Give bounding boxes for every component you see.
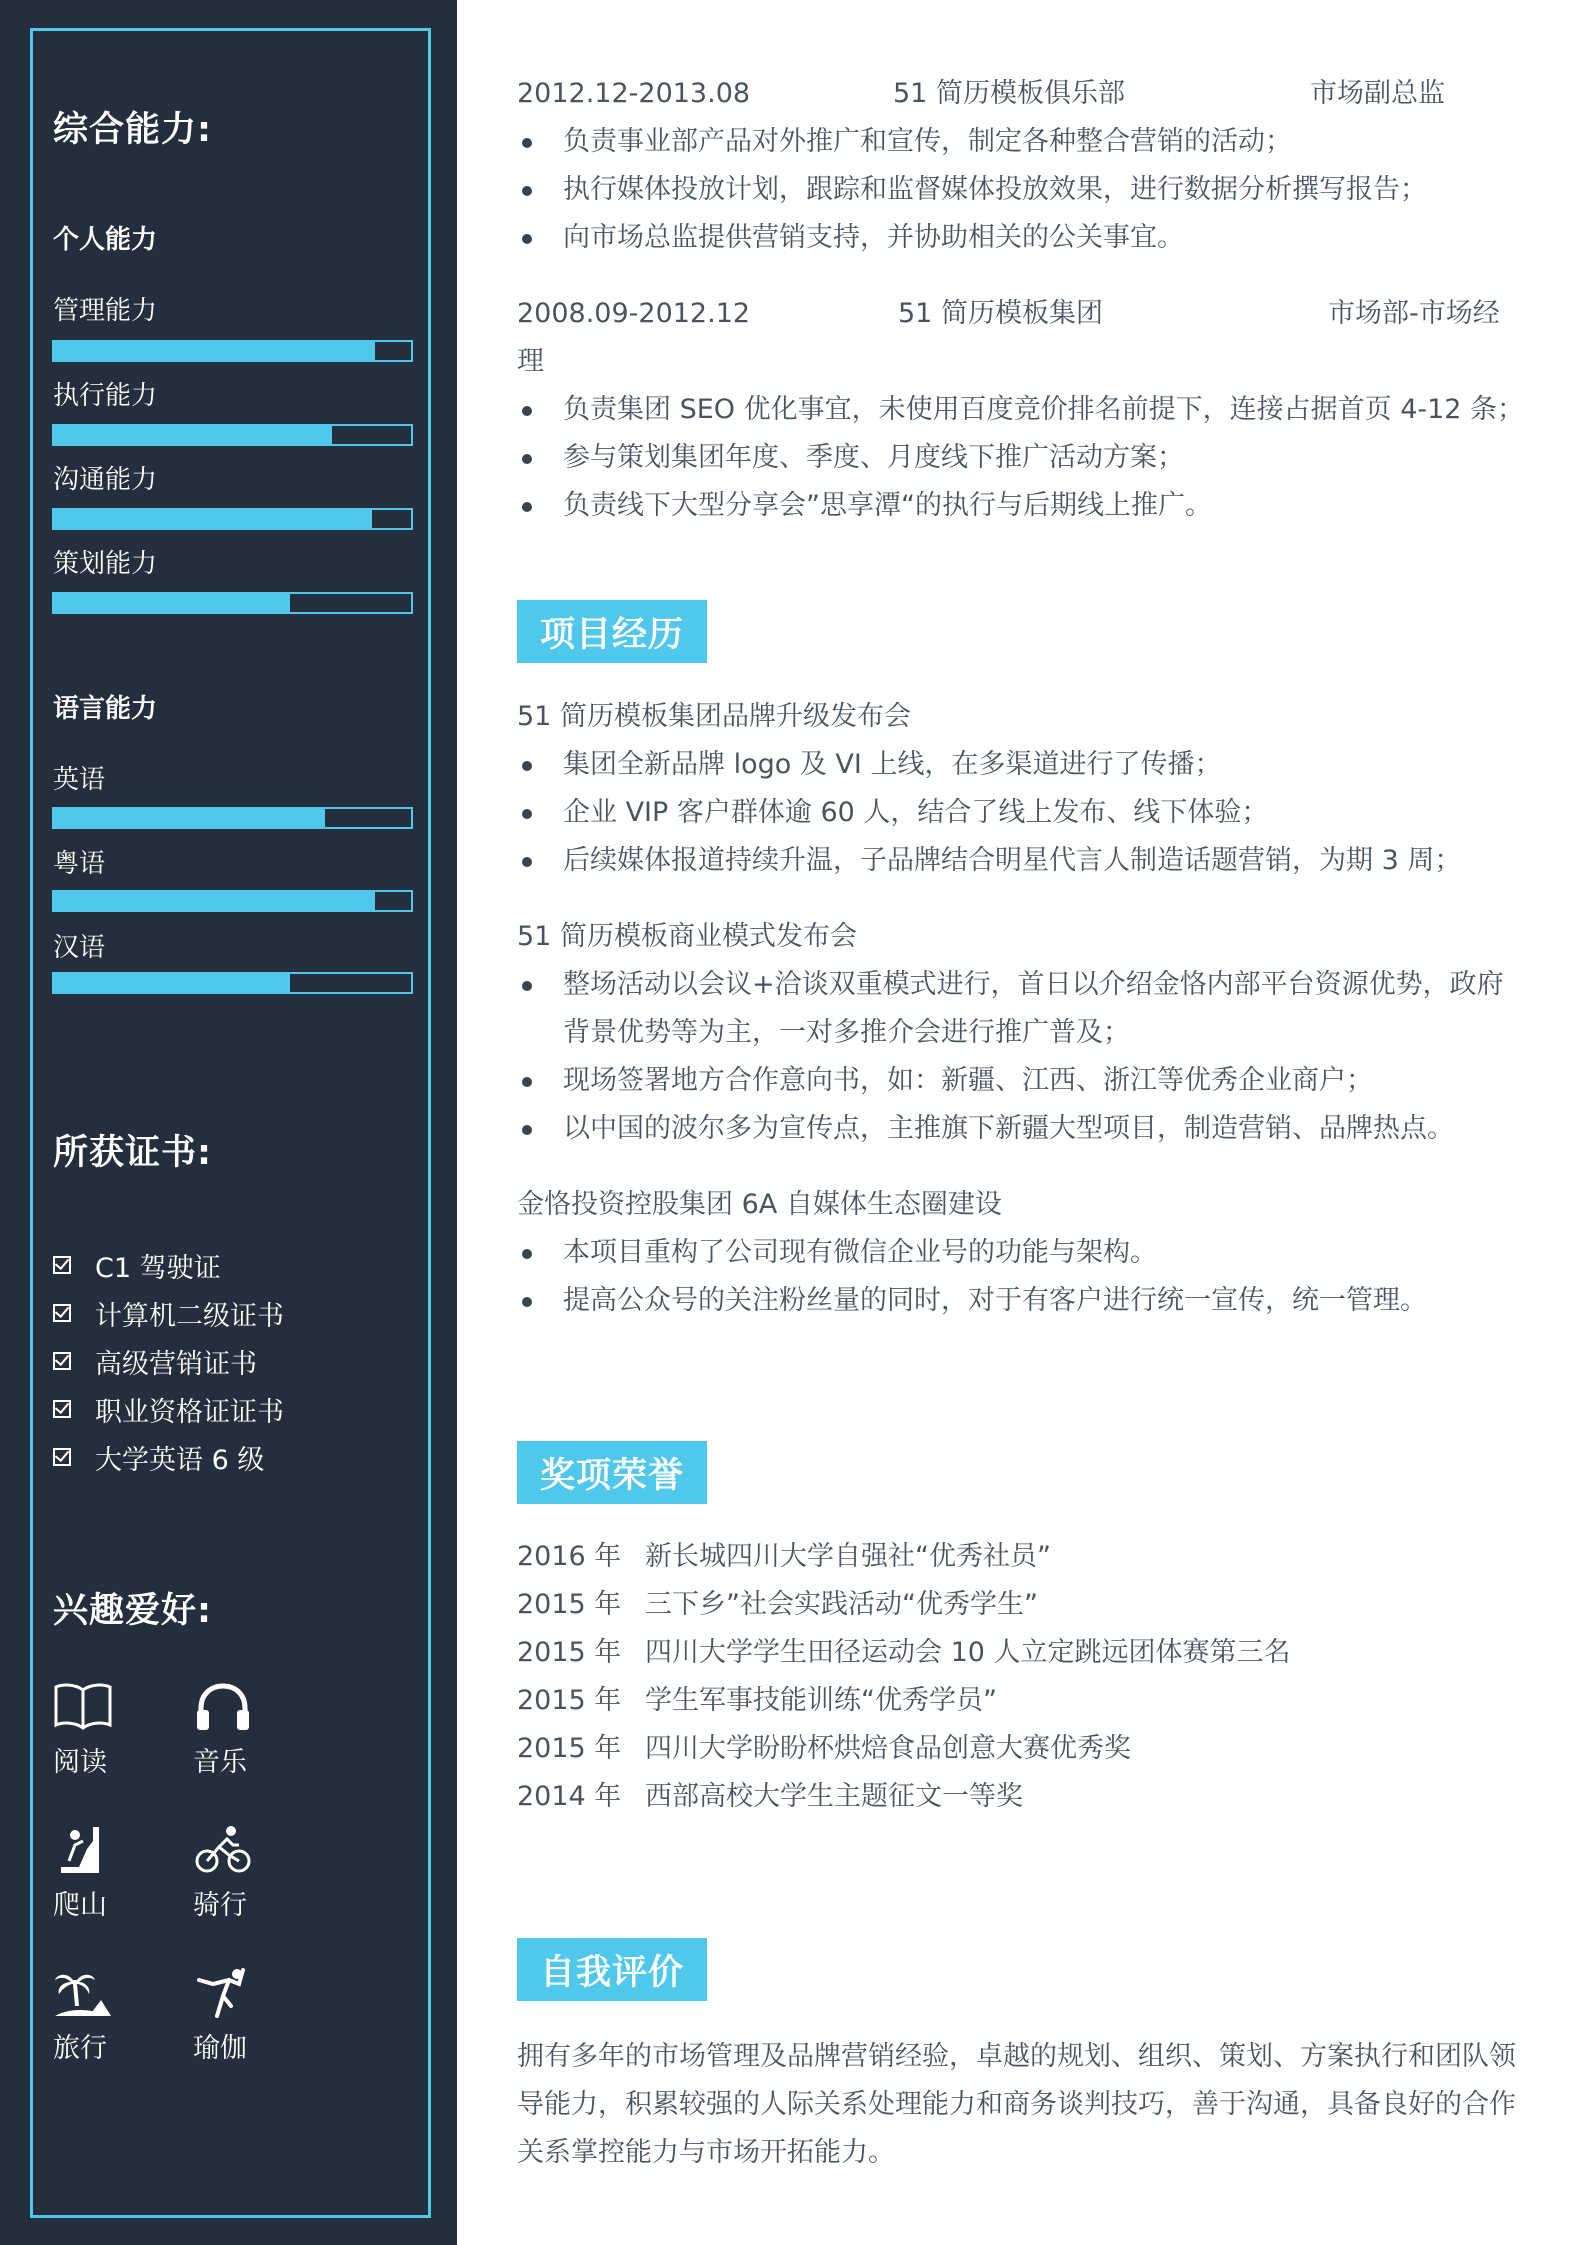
hobby-cycling — [193, 1823, 303, 1922]
hobby-label: 阅读 — [53, 1747, 107, 1778]
job-header — [517, 70, 1517, 118]
cert-item — [53, 1241, 284, 1289]
language-bar-fill — [54, 974, 290, 992]
list-item: 向市场总监提供营销支持，并协助相关的公关事宜。 — [517, 214, 1527, 262]
skill-label: 策划能力 — [53, 549, 158, 579]
award-text: 西部高校大学生主题征文一等奖 — [645, 1781, 1023, 1812]
award-row — [517, 1725, 1131, 1773]
language-bar — [52, 972, 413, 994]
skill-label: 执行能力 — [53, 381, 158, 411]
award-text: 四川大学盼盼杯烘焙食品创意大赛优秀奖 — [645, 1733, 1131, 1764]
award-row — [517, 1581, 1038, 1629]
checkbox-icon — [53, 1448, 71, 1466]
hobby-yoga — [193, 1966, 303, 2065]
checkbox-icon — [53, 1256, 71, 1274]
job-date: 2008.09-2012.12 — [517, 298, 751, 329]
job-duties — [517, 386, 1527, 530]
skill-bar-fill — [54, 342, 375, 360]
yoga-icon — [193, 1966, 253, 2018]
list-item: 以中国的波尔多为宣传点，主推旗下新疆大型项目，制造营销、品牌热点。 — [517, 1105, 1527, 1153]
list-item: 负责事业部产品对外推广和宣传，制定各种整合营销的活动； — [517, 118, 1527, 166]
skill-label: 管理能力 — [53, 296, 158, 326]
skill-bar-fill — [54, 594, 290, 612]
checkbox-icon — [53, 1304, 71, 1322]
award-text: 四川大学学生田径运动会 10 人立定跳远团体赛第三名 — [645, 1637, 1291, 1668]
award-text: 新长城四川大学自强社“优秀社员” — [645, 1541, 1051, 1572]
language-bar — [52, 807, 413, 829]
list-item: 负责集团 SEO 优化事宜，未使用百度竞价排名前提下，连接占据首页 4-12 条； — [517, 386, 1527, 434]
award-row — [517, 1533, 1051, 1581]
list-item: 整场活动以会议+洽谈双重模式进行，首日以介绍金恪内部平台资源优势，政府背景优势等为主，一对多推介会进行推广普及； — [517, 961, 1527, 1057]
job-title: 市场副总监 — [1310, 78, 1445, 109]
award-row — [517, 1677, 997, 1725]
skill-bar — [52, 508, 413, 530]
skill-bar-fill — [54, 426, 332, 444]
cert-label: 计算机二级证书 — [95, 1300, 284, 1332]
section-title-projects: 项目经历 — [517, 600, 707, 663]
cert-item — [53, 1385, 284, 1433]
award-text: 学生军事技能训练“优秀学员” — [645, 1685, 997, 1716]
hobby-label: 瑜伽 — [193, 2033, 247, 2064]
book-icon — [53, 1680, 113, 1732]
hobby-travel — [53, 1966, 163, 2065]
job-date: 2012.12-2013.08 — [517, 78, 751, 109]
language-bar — [52, 890, 413, 912]
project-name: 金恪投资控股集团 6A 自媒体生态圈建设 — [517, 1189, 1002, 1220]
award-text: 三下乡”社会实践活动“优秀学生” — [645, 1589, 1038, 1620]
cert-list — [53, 1241, 284, 1481]
job-header — [517, 290, 1517, 338]
project-name: 51 简历模板商业模式发布会 — [517, 921, 857, 952]
hobby-label: 爬山 — [53, 1890, 107, 1921]
skill-bar — [52, 424, 413, 446]
hobby-climbing — [53, 1823, 163, 1922]
skill-bar — [52, 592, 413, 614]
award-row — [517, 1629, 1291, 1677]
list-item: 提高公众号的关注粉丝量的同时，对于有客户进行统一宣传，统一管理。 — [517, 1277, 1527, 1325]
skill-bar-fill — [54, 510, 372, 528]
project-details — [517, 741, 1527, 885]
hobby-label: 音乐 — [193, 1747, 247, 1778]
language-label: 粤语 — [53, 849, 106, 879]
award-year: 2015 年 — [517, 1589, 622, 1620]
list-item: 负责线下大型分享会”思享潭“的执行与后期线上推广。 — [517, 482, 1527, 530]
cert-item — [53, 1433, 284, 1481]
project-name: 51 简历模板集团品牌升级发布会 — [517, 701, 911, 732]
cycling-icon — [193, 1823, 253, 1875]
award-year: 2015 年 — [517, 1637, 622, 1668]
award-year: 2016 年 — [517, 1541, 622, 1572]
language-bar-fill — [54, 892, 375, 910]
award-row — [517, 1773, 1023, 1821]
cert-label: 大学英语 6 级 — [95, 1444, 265, 1476]
project-details — [517, 1229, 1527, 1325]
list-item: 执行媒体投放计划，跟踪和监督媒体投放效果，进行数据分析撰写报告； — [517, 166, 1527, 214]
list-item: 企业 VIP 客户群体逾 60 人，结合了线上发布、线下体验； — [517, 789, 1527, 837]
language-label: 英语 — [53, 765, 106, 795]
certs-title: 所获证书: — [53, 1133, 212, 1173]
job-company: 51 简历模板集团 — [898, 298, 1103, 329]
cert-item — [53, 1289, 284, 1337]
list-item: 集团全新品牌 logo 及 VI 上线，在多渠道进行了传播； — [517, 741, 1527, 789]
language-label: 汉语 — [53, 933, 106, 963]
award-year: 2015 年 — [517, 1733, 622, 1764]
checkbox-icon — [53, 1352, 71, 1370]
skill-label: 沟通能力 — [53, 465, 158, 495]
cert-item — [53, 1337, 284, 1385]
list-item: 本项目重构了公司现有微信企业号的功能与架构。 — [517, 1229, 1527, 1277]
cert-label: 高级营销证书 — [95, 1348, 257, 1380]
award-year: 2014 年 — [517, 1781, 622, 1812]
language-skills-title: 语言能力 — [53, 694, 158, 724]
sidebar — [0, 0, 457, 2245]
checkbox-icon — [53, 1400, 71, 1418]
job-duties — [517, 118, 1527, 262]
award-year: 2015 年 — [517, 1685, 622, 1716]
hobby-label: 骑行 — [193, 1890, 247, 1921]
hobby-music — [193, 1680, 303, 1779]
section-title-awards: 奖项荣誉 — [517, 1441, 707, 1504]
palm-tree-icon — [53, 1966, 113, 2018]
job-title: 市场部-市场经 — [1328, 298, 1500, 329]
list-item: 现场签署地方合作意向书，如：新疆、江西、浙江等优秀企业商户； — [517, 1057, 1527, 1105]
cert-label: 职业资格证证书 — [95, 1396, 284, 1428]
list-item: 参与策划集团年度、季度、月度线下推广活动方案； — [517, 434, 1527, 482]
project-details — [517, 961, 1527, 1153]
self-eval-text: 拥有多年的市场管理及品牌营销经验，卓越的规划、组织、策划、方案执行和团队领导能力，积累较强的人际关系处理能力和商务谈判技巧，善于沟通，具备良好的合作关系掌控能力与市场开拓能力。 — [517, 2041, 1516, 2168]
job-company: 51 简历模板俱乐部 — [893, 78, 1125, 109]
headphones-icon — [193, 1680, 253, 1732]
hobby-label: 旅行 — [53, 2033, 107, 2064]
list-item: 后续媒体报道持续升温，子品牌结合明星代言人制造话题营销，为期 3 周； — [517, 837, 1527, 885]
abilities-title: 综合能力: — [53, 110, 212, 150]
section-title-self-eval: 自我评价 — [517, 1938, 707, 2001]
job-title-continued: 理 — [517, 346, 544, 377]
hobbies-title: 兴趣爱好: — [53, 1591, 212, 1631]
skill-bar — [52, 340, 413, 362]
personal-skills-title: 个人能力 — [53, 225, 158, 255]
hobby-reading — [53, 1680, 163, 1779]
cert-label: C1 驾驶证 — [95, 1252, 221, 1284]
language-bar-fill — [54, 809, 325, 827]
climbing-icon — [53, 1823, 113, 1875]
